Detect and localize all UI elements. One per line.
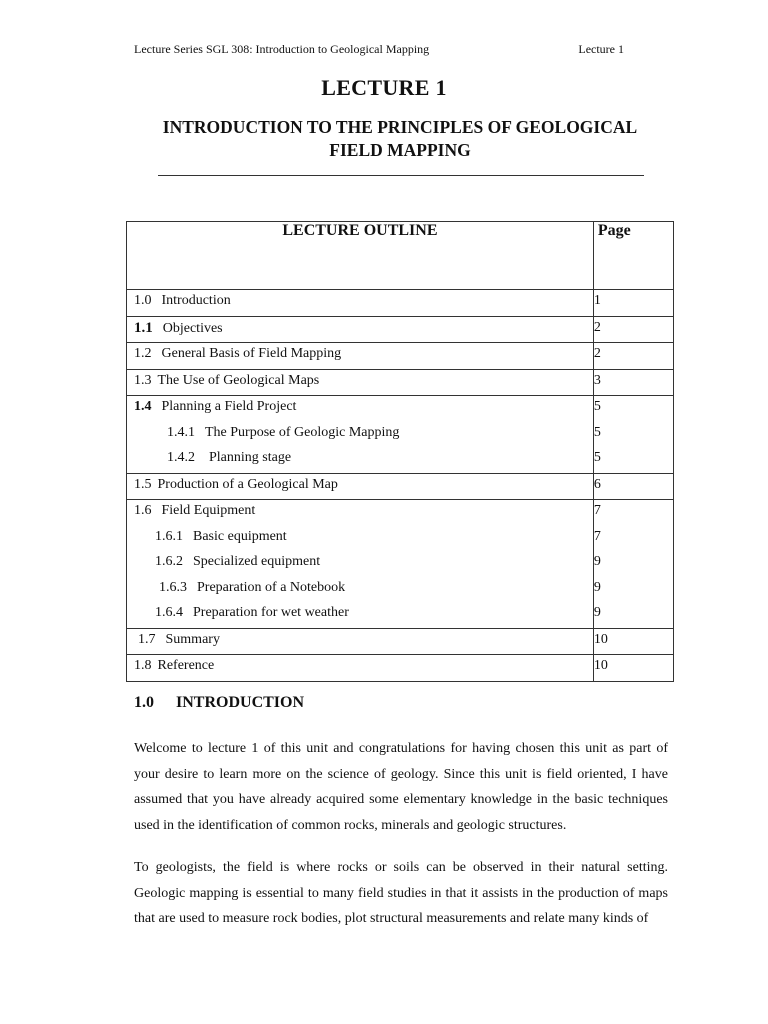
lecture-title: LECTURE 1 [321,75,447,100]
section-number: 1.0 [134,694,154,711]
item-number: 1.6.1 [155,528,183,544]
item-number: 1.6 [134,503,152,518]
item-page: 10 [593,658,608,673]
item-number: 1.3 [134,372,152,388]
item-number: 1.6.4 [155,605,183,620]
outline-row-1-6 [127,500,674,629]
page-column-heading: Page [593,222,673,290]
item-number: 1.4 [134,399,152,414]
item-page: 5 [593,424,601,440]
outline-row-1-3 [127,369,674,396]
outline-item [127,629,593,655]
outline-subitem [127,602,593,628]
item-page: 9 [593,554,601,569]
outline-heading: LECTURE OUTLINE [127,222,594,290]
item-label: Reference [157,658,215,673]
outline-row-1-4 [127,396,674,474]
section-heading [134,694,304,712]
item-number: 1.0 [134,293,152,308]
item-page: 7 [593,503,601,518]
subtitle-line-1: INTRODUCTION TO THE PRINCIPLES OF GEOLOGICAL [162,117,638,137]
outline-subitem [127,422,593,448]
outline-subitem [127,526,593,552]
item-label: Preparation for wet weather [193,605,349,620]
item-label: The Use of Geological Maps [157,372,320,388]
outline-row-1-5 [127,473,674,500]
item-number: 1.7 [138,631,156,647]
outline-item [127,370,593,396]
item-page: 7 [593,528,601,544]
item-page: 5 [593,399,601,414]
item-label: Specialized equipment [193,554,321,569]
item-label: Planning a Field Project [161,399,297,414]
outline-item [127,500,593,526]
item-number: 1.2 [134,346,152,361]
title-divider [158,175,644,176]
item-label: Introduction [161,293,231,308]
item-label: General Basis of Field Mapping [161,346,342,361]
item-label: Field Equipment [161,503,256,518]
item-page: 6 [593,476,601,492]
item-label: Preparation of a Notebook [197,579,346,595]
body-paragraph: To geologists, the field is where rocks or soils can be observed in their natural setting. Geologic mapping is essential to many field studies in that it assists in the production of maps that are used to measure rock bodies, plot structural measurements and relate many kinds of [134,860,668,926]
item-label: Summary [165,631,220,647]
header-lecture-number: Lecture 1 [578,42,624,56]
outline-subitem [127,447,593,473]
lecture-outline-table [126,221,674,682]
item-page: 2 [593,346,601,361]
item-number: 1.1 [134,319,153,336]
running-header [134,42,624,57]
item-page: 5 [593,450,601,465]
item-label: Basic equipment [193,528,287,544]
outline-row-1-8 [127,655,674,682]
item-number: 1.6.3 [159,579,187,595]
outline-header-row [127,222,674,290]
item-number: 1.6.2 [155,554,183,569]
section-title: INTRODUCTION [176,694,305,711]
outline-item [127,290,593,316]
item-page: 1 [593,293,601,308]
item-page: 3 [593,372,601,388]
item-page: 9 [593,605,601,620]
outline-item [127,396,593,422]
item-number: 1.4.2 [167,450,195,465]
item-label: The Purpose of Geologic Mapping [205,424,400,440]
item-number: 1.8 [134,658,152,673]
outline-item [127,317,593,343]
header-course-title: Lecture Series SGL 308: Introduction to Geological Mapping [134,42,430,56]
subtitle-line-2: FIELD MAPPING [329,140,471,160]
outline-subitem [127,577,593,603]
outline-row-1-2 [127,343,674,370]
item-label: Objectives [162,320,223,336]
item-label: Planning stage [209,450,292,465]
body-paragraph: Welcome to lecture 1 of this unit and congratulations for having chosen this unit as part of your desire to learn more on the science of geology. Since this unit is field oriented, I have assumed that you have already acquired some elementary knowledge in the basic techniques used in the identification of common rocks, minerals and geologic structures. [134,741,668,833]
outline-subitem [127,551,593,577]
item-number: 1.5 [134,476,152,492]
outline-row-1-1 [127,316,674,343]
outline-item [127,655,593,681]
outline-item [127,343,593,369]
item-page: 9 [593,579,601,595]
outline-row-1-0 [127,290,674,317]
item-number: 1.4.1 [167,424,195,440]
item-label: Production of a Geological Map [157,476,338,492]
outline-item [127,474,593,500]
lecture-subtitle [130,116,670,162]
outline-row-1-7 [127,628,674,655]
item-page: 10 [593,631,608,647]
item-page: 2 [593,319,601,335]
